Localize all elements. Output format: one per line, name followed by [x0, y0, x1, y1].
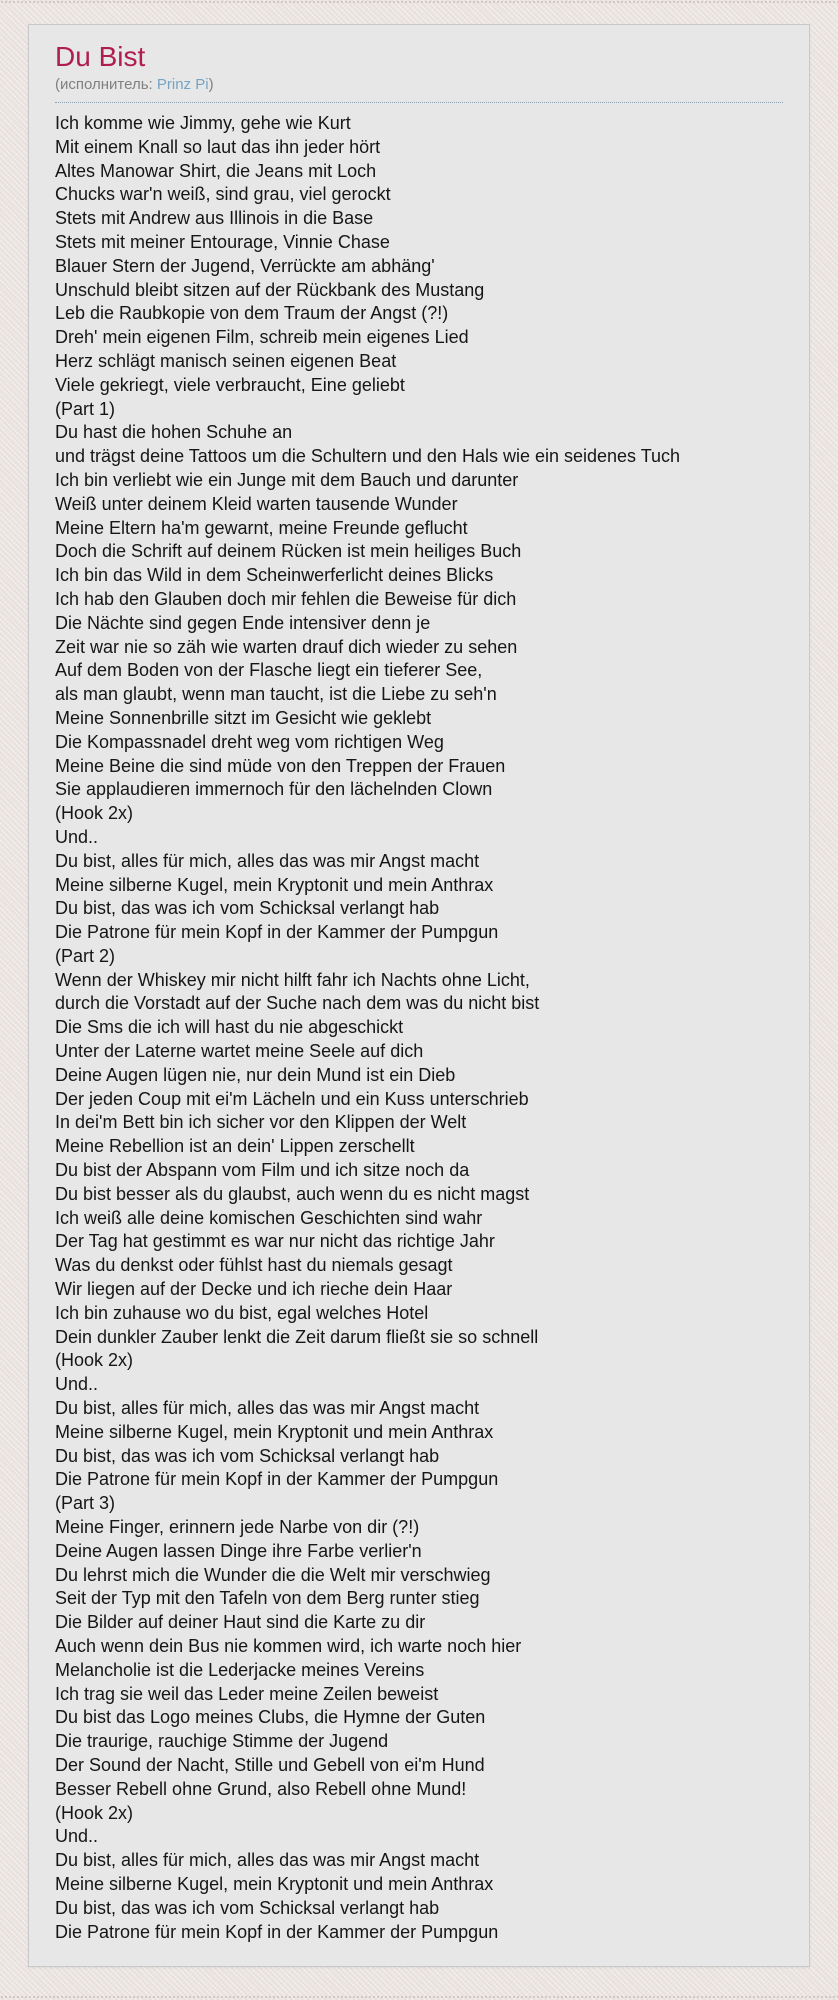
- lyric-line: Du lehrst mich die Wunder die die Welt mir verschwieg: [55, 1564, 491, 1585]
- lyric-line: Deine Augen lügen nie, nur dein Mund ist ein Dieb: [55, 1064, 456, 1085]
- lyric-line: Du bist, alles für mich, alles das was mir Angst macht: [55, 1398, 480, 1419]
- lyric-line: Was du denkst oder fühlst hast du niemals gesagt: [55, 1255, 453, 1276]
- lyric-line: Die Kompassnadel dreht weg vom richtigen Weg: [55, 731, 444, 752]
- lyric-line: Der jeden Coup mit ei'm Lächeln und ein Kuss unterschrieb: [55, 1088, 529, 1109]
- lyric-line: Du bist der Abspann vom Film und ich sitze noch da: [55, 1160, 470, 1181]
- lyric-line: Die Patrone für mein Kopf in der Kammer der Pumpgun: [55, 922, 499, 943]
- lyric-line: und trägst deine Tattoos um die Schultern und den Hals wie ein seidenes Tuch: [55, 446, 681, 467]
- lyric-line: Du hast die hohen Schuhe an: [55, 422, 293, 443]
- lyric-line: Die Patrone für mein Kopf in der Kammer der Pumpgun: [55, 1469, 499, 1490]
- lyric-line: Dreh' mein eigenen Film, schreib mein eigenes Lied: [55, 327, 469, 348]
- lyric-line: Meine silberne Kugel, mein Kryptonit und mein Anthrax: [55, 1873, 494, 1894]
- lyric-line: durch die Vorstadt auf der Suche nach dem was du nicht bist: [55, 993, 540, 1014]
- lyric-line: (Part 2): [55, 945, 116, 966]
- lyric-line: als man glaubt, wenn man taucht, ist die Liebe zu seh'n: [55, 684, 497, 705]
- lyric-line: Chucks war'n weiß, sind grau, viel gerockt: [55, 184, 391, 205]
- lyric-line: Du bist das Logo meines Clubs, die Hymne der Guten: [55, 1707, 486, 1728]
- lyric-line: Viele gekriegt, viele verbraucht, Eine geliebt: [55, 374, 405, 395]
- lyric-line: Du bist, alles für mich, alles das was mir Angst macht: [55, 1850, 480, 1871]
- lyric-line: Du bist, alles für mich, alles das was mir Angst macht: [55, 850, 480, 871]
- artist-prefix-label: (исполнитель:: [55, 76, 157, 93]
- lyric-line: Die Bilder auf deiner Haut sind die Karte zu dir: [55, 1612, 426, 1633]
- lyric-line: Zeit war nie so zäh wie warten drauf dich wieder zu sehen: [55, 636, 518, 657]
- lyric-line: Stets mit Andrew aus Illinois in die Base: [55, 208, 374, 229]
- lyric-line: Ich bin das Wild in dem Scheinwerferlicht deines Blicks: [55, 565, 494, 586]
- lyric-line: Du bist, das was ich vom Schicksal verlangt hab: [55, 898, 440, 919]
- lyric-line: Du bist besser als du glaubst, auch wenn du es nicht magst: [55, 1183, 530, 1204]
- lyric-line: Meine silberne Kugel, mein Kryptonit und mein Anthrax: [55, 1421, 494, 1442]
- lyric-line: Doch die Schrift auf deinem Rücken ist mein heiliges Buch: [55, 541, 522, 562]
- lyric-line: Leb die Raubkopie von dem Traum der Angst (?!): [55, 303, 449, 324]
- lyric-line: In dei'm Bett bin ich sicher vor den Klippen der Welt: [55, 1112, 467, 1133]
- lyric-line: Meine Sonnenbrille sitzt im Gesicht wie geklebt: [55, 707, 432, 728]
- lyrics-card: [28, 24, 810, 1967]
- lyric-line: Ich hab den Glauben doch mir fehlen die Beweise für dich: [55, 588, 517, 609]
- lyric-line: Blauer Stern der Jugend, Verrückte am abhäng': [55, 255, 435, 276]
- lyric-line: Unter der Laterne wartet meine Seele auf dich: [55, 1041, 424, 1062]
- lyric-line: Und..: [55, 826, 99, 847]
- lyric-line: Und..: [55, 1374, 99, 1395]
- lyric-line: (Part 1): [55, 398, 116, 419]
- lyrics-header: [55, 41, 783, 103]
- lyric-line: Stets mit meiner Entourage, Vinnie Chase: [55, 231, 390, 252]
- lyric-line: Melancholie ist die Lederjacke meines Vereins: [55, 1659, 425, 1680]
- lyric-line: Du bist, das was ich vom Schicksal verlangt hab: [55, 1897, 440, 1918]
- lyric-line: Wir liegen auf der Decke und ich rieche dein Haar: [55, 1279, 453, 1300]
- lyrics-text: [55, 112, 783, 1944]
- lyric-line: Der Sound der Nacht, Stille und Gebell von ei'm Hund: [55, 1754, 485, 1775]
- artist-line: [55, 75, 783, 94]
- lyric-line: Ich bin verliebt wie ein Junge mit dem Bauch und darunter: [55, 469, 519, 490]
- lyric-line: Deine Augen lassen Dinge ihre Farbe verlier'n: [55, 1540, 422, 1561]
- lyric-line: Du bist, das was ich vom Schicksal verlangt hab: [55, 1445, 440, 1466]
- lyric-line: (Hook 2x): [55, 1802, 134, 1823]
- page-title: Du Bist: [55, 41, 146, 72]
- artist-suffix-label: ): [208, 76, 214, 93]
- lyric-line: Weiß unter deinem Kleid warten tausende Wunder: [55, 493, 458, 514]
- lyric-line: Meine Finger, erinnern jede Narbe von dir (?!): [55, 1517, 420, 1538]
- lyric-line: Sie applaudieren immernoch für den lächelnden Clown: [55, 779, 493, 800]
- lyric-line: Unschuld bleibt sitzen auf der Rückbank des Mustang: [55, 279, 485, 300]
- lyric-line: Meine Beine die sind müde von den Treppen der Frauen: [55, 755, 506, 776]
- lyric-line: Ich trag sie weil das Leder meine Zeilen beweist: [55, 1683, 439, 1704]
- lyric-line: Meine Rebellion ist an dein' Lippen zerschellt: [55, 1136, 415, 1157]
- lyric-line: Ich komme wie Jimmy, gehe wie Kurt: [55, 113, 351, 133]
- lyric-line: (Part 3): [55, 1493, 116, 1514]
- lyric-line: Seit der Typ mit den Tafeln von dem Berg runter stieg: [55, 1588, 480, 1609]
- lyric-line: Dein dunkler Zauber lenkt die Zeit darum fließt sie so schnell: [55, 1326, 539, 1347]
- lyric-line: Wenn der Whiskey mir nicht hilft fahr ich Nachts ohne Licht,: [55, 969, 530, 990]
- lyric-line: (Hook 2x): [55, 1350, 134, 1371]
- lyric-line: Altes Manowar Shirt, die Jeans mit Loch: [55, 160, 377, 181]
- lyric-line: Die Patrone für mein Kopf in der Kammer der Pumpgun: [55, 1921, 499, 1942]
- lyric-line: Besser Rebell ohne Grund, also Rebell ohne Mund!: [55, 1778, 467, 1799]
- lyric-line: Mit einem Knall so laut das ihn jeder hört: [55, 136, 381, 157]
- lyric-line: Die traurige, rauchige Stimme der Jugend: [55, 1731, 389, 1752]
- lyric-line: Herz schlägt manisch seinen eigenen Beat: [55, 350, 397, 371]
- lyric-line: Die Nächte sind gegen Ende intensiver denn je: [55, 612, 431, 633]
- lyric-line: Ich bin zuhause wo du bist, egal welches Hotel: [55, 1302, 429, 1323]
- lyric-line: Die Sms die ich will hast du nie abgeschickt: [55, 1017, 404, 1038]
- lyric-line: Meine silberne Kugel, mein Kryptonit und mein Anthrax: [55, 874, 494, 895]
- lyric-line: (Hook 2x): [55, 803, 134, 824]
- artist-link[interactable]: Prinz Pi: [156, 76, 209, 93]
- lyric-line: Ich weiß alle deine komischen Geschichten sind wahr: [55, 1207, 483, 1228]
- lyric-line: Meine Eltern ha'm gewarnt, meine Freunde geflucht: [55, 517, 468, 538]
- lyric-line: Auch wenn dein Bus nie kommen wird, ich warte noch hier: [55, 1636, 522, 1656]
- lyric-line: Der Tag hat gestimmt es war nur nicht das richtige Jahr: [55, 1231, 495, 1252]
- lyric-line: Und..: [55, 1826, 99, 1847]
- lyric-line: Auf dem Boden von der Flasche liegt ein tieferer See,: [55, 660, 483, 681]
